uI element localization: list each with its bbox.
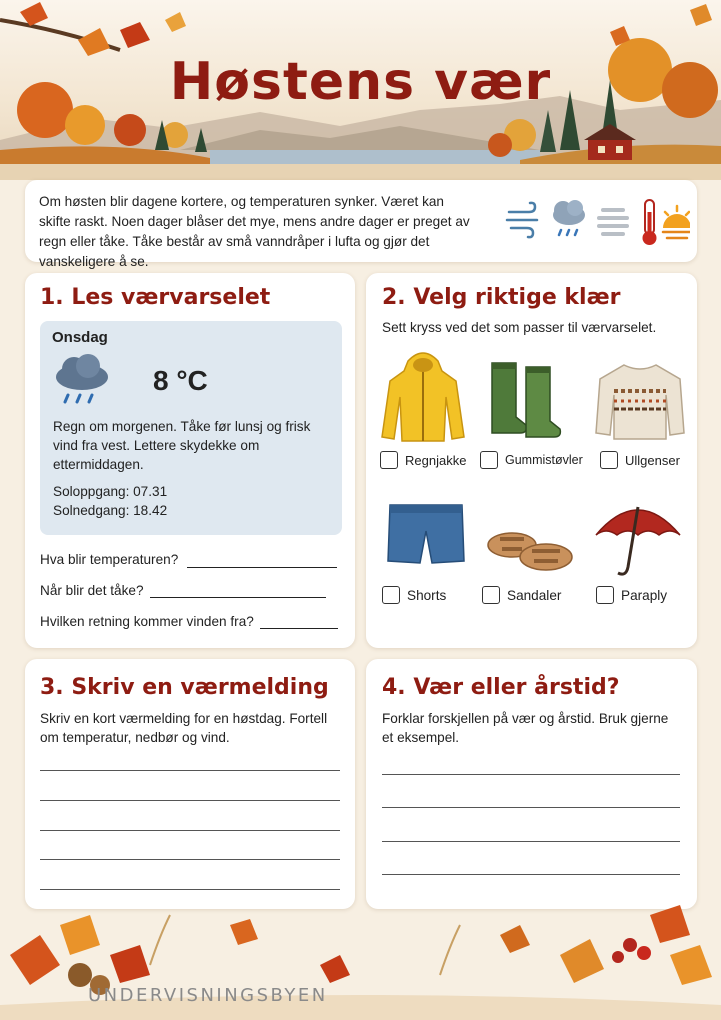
writing-line[interactable] bbox=[40, 830, 340, 831]
writing-line[interactable] bbox=[40, 889, 340, 890]
section-2-instruction: Sett kryss ved det som passer til værvarselet. bbox=[382, 320, 657, 335]
rubber-boots-image bbox=[486, 359, 566, 443]
page-title: Høstens vær bbox=[169, 52, 552, 112]
forecast-box bbox=[40, 321, 342, 535]
writing-line[interactable] bbox=[40, 859, 340, 860]
section-choose-clothes bbox=[366, 273, 697, 648]
label-rubber-boots: Gummistøvler bbox=[505, 453, 583, 467]
forecast-day: Onsdag bbox=[52, 329, 108, 346]
writing-line[interactable] bbox=[382, 774, 680, 775]
section-write-forecast bbox=[25, 659, 355, 909]
intro-text: Om høsten blir dagene kortere, og temperaturen synker. Været kan skifte raskt. Noen dager blåser det mye, mens andre dager er preget av regn eller tåke. Tåke består av små vanndråper i lufta og gjør det vanskeligere å se. bbox=[39, 194, 470, 269]
label-wool-sweater: Ullgenser bbox=[625, 452, 680, 468]
checkbox-sandals[interactable] bbox=[482, 586, 500, 604]
writing-line[interactable] bbox=[382, 807, 680, 808]
question-fog: Når blir det tåke? bbox=[40, 583, 144, 598]
section-read-forecast bbox=[25, 273, 355, 648]
checkbox-shorts[interactable] bbox=[382, 586, 400, 604]
brand-logo: UNDERVISNINGSBYEN bbox=[88, 985, 328, 1006]
section-2-title: 2. Velg riktige klær bbox=[382, 285, 621, 310]
section-1-title: 1. Les værvarselet bbox=[40, 285, 271, 310]
question-wind-direction: Hvilken retning kommer vinden fra? bbox=[40, 614, 254, 629]
checkbox-umbrella[interactable] bbox=[596, 586, 614, 604]
checkbox-raincoat[interactable] bbox=[380, 451, 398, 469]
label-sandals: Sandaler bbox=[507, 587, 562, 603]
writing-line[interactable] bbox=[40, 770, 340, 771]
weather-icons-row bbox=[505, 198, 690, 248]
raincoat-image bbox=[380, 347, 466, 447]
header-banner bbox=[0, 0, 721, 180]
forecast-sunset: Solnedgang: 18.42 bbox=[53, 503, 168, 518]
answer-line-wind[interactable] bbox=[260, 628, 338, 629]
fog-icon bbox=[599, 210, 627, 234]
wind-icon bbox=[507, 203, 537, 237]
option-umbrella[interactable] bbox=[596, 586, 667, 604]
section-weather-or-season bbox=[366, 659, 697, 909]
option-sandals[interactable] bbox=[482, 586, 561, 604]
forecast-sunrise: Soloppgang: 07.31 bbox=[53, 484, 168, 499]
writing-line[interactable] bbox=[382, 841, 680, 842]
checkbox-rubber-boots[interactable] bbox=[480, 451, 498, 469]
sandals-image bbox=[486, 521, 576, 577]
section-3-title: 3. Skriv en værmelding bbox=[40, 675, 329, 700]
umbrella-image bbox=[592, 495, 684, 581]
answer-line-fog[interactable] bbox=[150, 597, 326, 598]
answer-line-temperature[interactable] bbox=[187, 567, 337, 568]
intro-card bbox=[25, 180, 697, 269]
option-raincoat[interactable] bbox=[380, 451, 466, 469]
option-rubber-boots[interactable] bbox=[480, 451, 583, 469]
option-shorts[interactable] bbox=[382, 586, 446, 604]
shorts-image bbox=[386, 501, 466, 571]
thermometer-icon bbox=[643, 200, 657, 245]
label-raincoat: Regnjakke bbox=[405, 452, 467, 468]
section-4-title: 4. Vær eller årstid? bbox=[382, 675, 620, 700]
wool-sweater-image bbox=[594, 361, 686, 443]
rain-cloud-icon bbox=[553, 200, 585, 235]
writing-line[interactable] bbox=[382, 874, 680, 875]
label-umbrella: Paraply bbox=[621, 587, 668, 603]
question-temperature: Hva blir temperaturen? bbox=[40, 552, 179, 567]
forecast-temperature: 8 °C bbox=[153, 365, 208, 396]
label-shorts: Shorts bbox=[407, 587, 447, 603]
writing-line[interactable] bbox=[40, 800, 340, 801]
sunset-icon bbox=[663, 206, 690, 238]
rain-cloud-icon bbox=[54, 353, 114, 409]
option-wool-sweater[interactable] bbox=[600, 451, 680, 469]
section-3-instruction: Skriv en kort værmelding for en høstdag. Fortell om temperatur, nedbør og vind. bbox=[40, 711, 328, 745]
forecast-description: Regn om morgenen. Tåke før lunsj og frisk vind fra vest. Lettere skydekke om ettermiddagen. bbox=[53, 419, 311, 472]
checkbox-wool-sweater[interactable] bbox=[600, 451, 618, 469]
section-4-instruction: Forklar forskjellen på vær og årstid. Bruk gjerne et eksempel. bbox=[382, 711, 669, 745]
